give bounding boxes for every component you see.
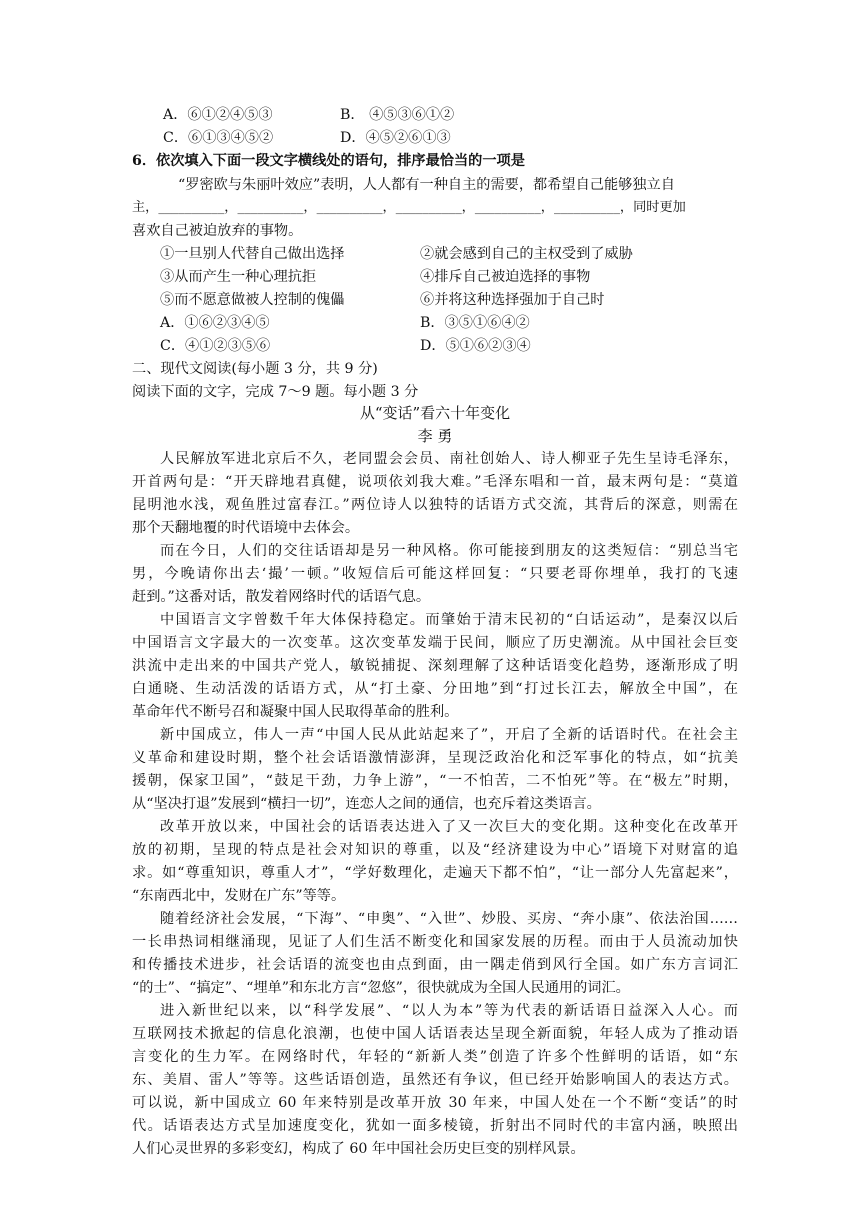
q6-item: ⑤而不愿意做被人控制的傀儡: [160, 292, 345, 308]
article-line: 洪流中走出来的中国共产党人，敏锐捕捉、深刻理解了这种话语变化趋势，逐渐形成了明: [132, 658, 738, 674]
article-line: 援朝，保家卫国”，“鼓足干劲，力争上游”，“一不怕苦，二不怕死”等。在“极左”时期，: [132, 773, 738, 789]
article-line: 代。话语表达方式呈加速度变化，犹如一面多棱镜，折射出不同时代的丰富内涵，映照出: [132, 1118, 738, 1134]
article-line: 改革开放以来，中国社会的话语表达进入了又一次巨大的变化期。这种变化在改革开: [160, 819, 738, 835]
article-line: 开首两句是：“开天辟地君真健，说项依刘我大难。”毛泽东唱和一首，最末两句是：“莫道: [132, 474, 738, 490]
section-heading: 二、现代文阅读(每小题 3 分，共 9 分): [132, 361, 378, 377]
article-line: 人民解放军进北京后不久，老同盟会会员、南社创始人、诗人柳亚子先生呈诗毛泽东，: [160, 451, 738, 467]
article-line: 赶到。”这番对话，散发着网络时代的话语气息。: [132, 589, 431, 605]
q6-item: ⑥并将这种选择强加于自己时: [420, 292, 605, 308]
article-title: 从“变话”看六十年变化: [359, 404, 511, 422]
article-line: 中国语言文字曾数千年大体保持稳定。而肇始于清末民初的“白话运动”，是秦汉以后: [160, 612, 738, 628]
q6-passage-line: 主，__________，__________，__________，__________，__________，__________，同时更加: [132, 200, 686, 215]
q6-passage-line: 喜欢自己被迫放弃的事物。: [132, 223, 303, 239]
article-line: 随着经济社会发展，“下海”、“申奥”、“入世”、炒股、买房、“奔小康”、依法治国……: [160, 911, 738, 927]
q6-item: ①一旦别人代替自己做出选择: [160, 246, 345, 262]
article-line: 放的初期，呈现的特点是社会对知识的尊重，以及“经济建设为中心”语境下对财富的追: [132, 842, 738, 858]
q6-option-d: D．⑤①⑥②③④: [420, 338, 531, 354]
article-line: 东、美眉、雷人”等等。这些话语创造，虽然还有争议，但已经开始影响国人的表达方式。: [132, 1072, 738, 1088]
q6-stem: 6．依次填入下面一段文字横线处的语句，排序最恰当的一项是: [132, 153, 525, 169]
q6-item: ③从而产生一种心理抗拒: [160, 269, 317, 285]
article-author: 李 勇: [417, 427, 453, 445]
q5-option-c: C．⑥①③④⑤②: [163, 130, 274, 146]
q5-option-d: D．④⑤②⑥①③: [340, 130, 451, 146]
article-line: “的士”、“搞定”、“埋单”和东北方言“忽悠”，很快就成为全国人民通用的词汇。: [132, 980, 630, 996]
article-line: 言变化的生力军。在网络时代，年轻的“新新人类”创造了许多个性鲜明的话语，如“东: [132, 1049, 738, 1065]
q6-item: ②就会感到自己的主权受到了威胁: [420, 246, 633, 262]
q5-option-a: A．⑥①②④⑤③: [163, 107, 273, 123]
article-line: 可以说，新中国成立 60 年来特别是改革开放 30 年来，中国人处在一个不断“变话”的时: [132, 1095, 738, 1111]
article-line: 白通晓、生动活泼的话语方式，从“打土豪、分田地”到“打过长江去，解放全中国”，在: [132, 681, 738, 697]
section-instruction: 阅读下面的文字，完成 7～9 题。每小题 3 分: [132, 384, 419, 400]
q6-item: ④排斥自己被迫选择的事物: [420, 269, 591, 285]
article-line: 求。如“尊重知识，尊重人才”，“学好数理化，走遍天下都不怕”，“让一部分人先富起来”，: [132, 865, 738, 881]
article-line: 和传播技术进步，社会话语的流变也由点到面，由一隅走俏到风行全国。如广东方言词汇: [132, 957, 738, 973]
q6-passage-line: “罗密欧与朱丽叶效应”表明，人人都有一种自主的需要，都希望自己能够独立自: [178, 177, 675, 193]
article-line: 革命年代不断号召和凝聚中国人民取得革命的胜利。: [132, 704, 459, 720]
q6-option-a: A．①⑥②③④⑤: [160, 315, 270, 331]
article-line: 人们心灵世界的多彩变幻，构成了 60 年中国社会历史巨变的别样风景。: [132, 1141, 585, 1157]
article-line: 义革命和建设时期，整个社会话语激情澎湃，呈现泛政治化和泛军事化的特点，如“抗美: [132, 750, 738, 766]
article-line: 那个天翻地覆的时代语境中去体会。: [132, 520, 360, 536]
q5-option-b: B． ④⑤③⑥①②: [340, 107, 455, 123]
article-line: 中国语言文字最大的一次变革。这次变革发端于民间，顺应了历史潮流。从中国社会巨变: [132, 635, 738, 651]
article-line: 互联网技术掀起的信息化浪潮，也使中国人话语表达呈现全新面貌，年轻人成为了推动语: [132, 1026, 738, 1042]
article-line: 男，今晚请你出去‘撮’一顿。”收短信后可能这样回复：“只要老哥你埋单，我打的飞速: [132, 566, 738, 582]
article-line: 而在今日，人们的交往话语却是另一种风格。你可能接到朋友的这类短信：“别总当宅: [160, 543, 738, 559]
article-line: 进入新世纪以来，以“科学发展”、“以人为本”等为代表的新话语日益深入人心。而: [160, 1003, 738, 1019]
q6-option-c: C．④①②③⑤⑥: [160, 338, 271, 354]
article-line: 昆明池水浅，观鱼胜过富春江。”两位诗人以独特的话语方式交流，其背后的深意，则需在: [132, 497, 738, 513]
article-line: 从“坚决打退”发展到“横扫一切”，连恋人之间的通信，也充斥着这类语言。: [132, 796, 601, 812]
article-line: 一长串热词相继涌现，见证了人们生活不断变化和国家发展的历程。而由于人员流动加快: [132, 934, 738, 950]
article-line: “东南西北中，发财在广东”等等。: [132, 888, 346, 904]
q6-option-b: B．③⑤①⑥④②: [420, 315, 530, 331]
article-line: 新中国成立，伟人一声“中国人民从此站起来了”，开启了全新的话语时代。在社会主: [160, 727, 738, 743]
